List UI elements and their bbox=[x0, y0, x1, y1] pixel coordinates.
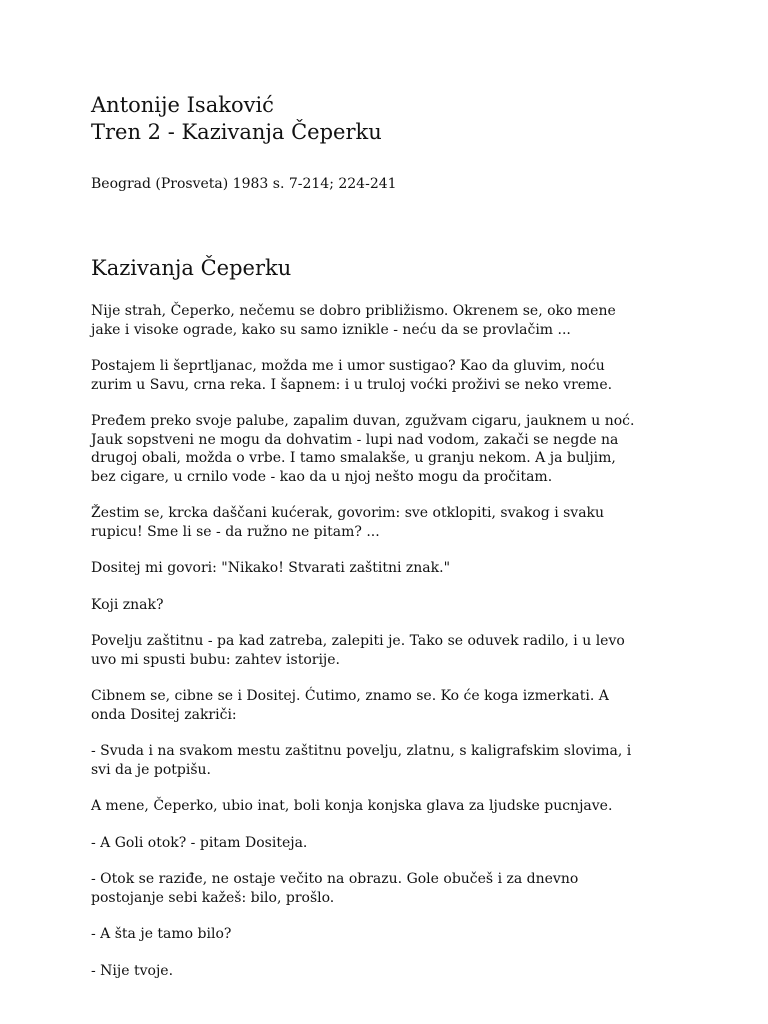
paragraph bbox=[91, 504, 691, 541]
paragraph bbox=[91, 797, 691, 816]
document-page bbox=[91, 92, 691, 979]
paragraph-line: Pređem preko svoje palube, zapalim duvan, zgužvam cigaru, jauknem u noć. bbox=[91, 413, 635, 429]
book-title: Tren 2 - Kazivanja Čeperku bbox=[91, 120, 382, 144]
paragraph-line: Cibnem se, cibne se i Dositej. Ćutimo, znamo se. Ko će koga izmerkati. A bbox=[91, 688, 609, 704]
paragraph-line: Postajem li šeprtljanac, možda me i umor sustigao? Kao da gluvim, noću bbox=[91, 358, 605, 374]
paragraph-line: Jauk sopstveni ne mogu da dohvatim - lupi nad vodom, zakači se negde na bbox=[91, 431, 619, 448]
paragraph bbox=[91, 559, 691, 578]
paragraph-line: A mene, Čeperko, ubio inat, boli konja konjska glava za ljudske pucnjave. bbox=[91, 798, 613, 814]
publication-info: Beograd (Prosveta) 1983 s. 7-214; 224-241 bbox=[91, 176, 397, 192]
paragraph bbox=[91, 357, 691, 394]
paragraph-line: rupicu! Sme li se - da ružno ne pitam? ... bbox=[91, 523, 380, 540]
paragraph bbox=[91, 962, 691, 981]
paragraph-line: Povelju zaštitnu - pa kad zatreba, zalepiti je. Tako se oduvek radilo, i u levo bbox=[91, 633, 625, 649]
paragraph-line: uvo mi spusti bubu: zahtev istorije. bbox=[91, 651, 341, 668]
paragraph bbox=[91, 596, 691, 615]
paragraph-line: - Otok se raziđe, ne ostaje večito na obrazu. Gole obučeš i za dnevno bbox=[91, 871, 579, 887]
paragraph-line: postojanje sebi kažeš: bilo, prošlo. bbox=[91, 889, 335, 906]
paragraph-line: zurim u Savu, crna reka. I šapnem: i u truloj voćki proživi se neko vreme. bbox=[91, 376, 613, 393]
author-name: Antonije Isaković bbox=[91, 93, 274, 117]
paragraph bbox=[91, 687, 691, 724]
paragraph-line: - Nije tvoje. bbox=[91, 962, 174, 979]
paragraph-line: bez cigare, u crnilo vode - kao da u njoj nešto mogu da pročitam. bbox=[91, 468, 553, 485]
paragraph bbox=[91, 742, 691, 779]
paragraph-line: Nije strah, Čeperko, nečemu se dobro približismo. Okrenem se, oko mene bbox=[91, 303, 616, 319]
document-body bbox=[91, 302, 691, 998]
paragraph bbox=[91, 302, 691, 339]
paragraph bbox=[91, 632, 691, 669]
paragraph-line: svi da je potpišu. bbox=[91, 761, 211, 778]
paragraph-line: jake i visoke ograde, kako su samo iznikle - neću da se provlačim ... bbox=[91, 321, 571, 338]
paragraph-line: - Svuda i na svakom mestu zaštitnu povelju, zlatnu, s kaligrafskim slovima, i bbox=[91, 743, 632, 759]
paragraph-line: drugoj obali, možda o vrbe. I tamo smalakše, u granju nekom. A ja buljim, bbox=[91, 450, 616, 466]
paragraph-line: - A Goli otok? - pitam Dositeja. bbox=[91, 834, 308, 851]
paragraph bbox=[91, 834, 691, 853]
paragraph bbox=[91, 412, 691, 486]
paragraph bbox=[91, 870, 691, 907]
paragraph-line: onda Dositej zakriči: bbox=[91, 706, 237, 723]
paragraph-line: Koji znak? bbox=[91, 596, 164, 613]
paragraph-line: - A šta je tamo bilo? bbox=[91, 926, 232, 942]
paragraph-line: Žestim se, krcka daščani kućerak, govorim: sve otklopiti, svakog i svaku bbox=[91, 505, 605, 521]
section-title: Kazivanja Čeperku bbox=[91, 256, 292, 280]
paragraph bbox=[91, 925, 691, 944]
paragraph-line: Dositej mi govori: "Nikako! Stvarati zaštitni znak." bbox=[91, 560, 451, 576]
